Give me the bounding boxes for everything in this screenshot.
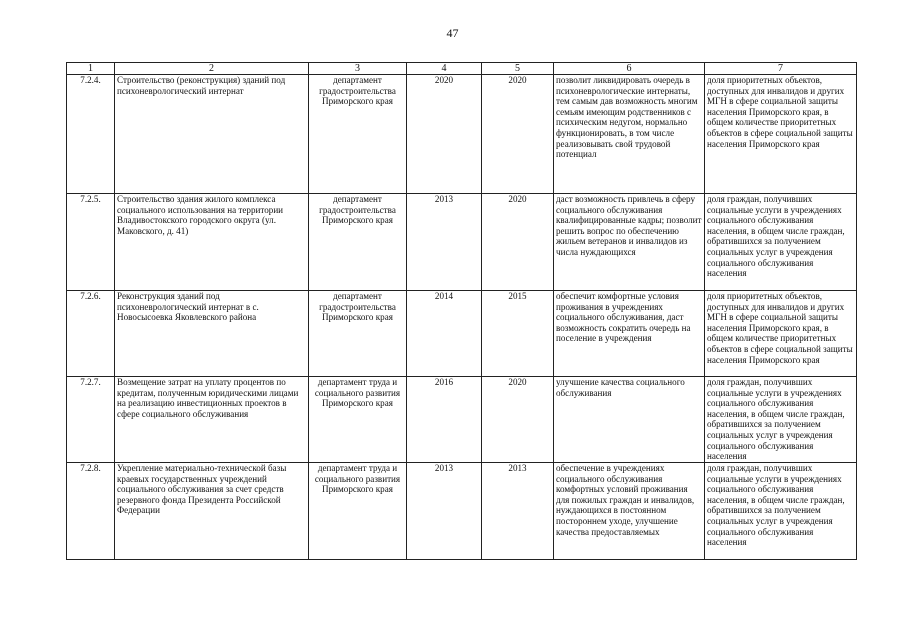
start-year: 2013 — [407, 463, 482, 560]
column-header: 3 — [309, 63, 407, 75]
measure-name: Возмещение затрат на уплату процентов по кредитам, полученным юридическими лицами на реализацию инвестиционных проектов в сфере социального обслуживания — [115, 377, 309, 463]
table-row — [67, 291, 857, 377]
indicator: доля приоритетных объектов, доступных для инвалидов и других МГН в сфере социальной защиты населения Приморского края, в общем количестве приоритетных объектов в сфере социальной защиты населения Приморского края — [705, 75, 857, 194]
column-header: 4 — [407, 63, 482, 75]
measure-name: Реконструкция зданий под психоневрологический интернат в с. Новосысоевка Яковлевского района — [115, 291, 309, 377]
start-year: 2014 — [407, 291, 482, 377]
expected-result: даст возможность привлечь в сферу социального обслуживания квалифицированные кадры; позволит решить вопрос по обеспечению жильем ветеранов и инвалидов из числа нуждающихся — [554, 194, 705, 291]
indicator: доля граждан, получивших социальные услуги в учреждениях социального обслуживания населения, в общем числе граждан, обратившихся за получением социальных услуг в учреждения социального обслуживания населения — [705, 463, 857, 560]
expected-result: улучшение качества социального обслуживания — [554, 377, 705, 463]
indicator: доля приоритетных объектов, доступных для инвалидов и других МГН в сфере социальной защиты населения Приморского края, в общем количестве приоритетных объектов в сфере социальной защиты населения Приморского края — [705, 291, 857, 377]
item-number: 7.2.4. — [67, 75, 115, 194]
executor: департамент градостроительства Приморского края — [309, 194, 407, 291]
executor: департамент градостроительства Приморского края — [309, 75, 407, 194]
expected-result: обеспечение в учреждениях социального обслуживания комфортных условий проживания для пожилых граждан и инвалидов, нуждающихся в постоянном постороннем уходе, улучшение качества предоставляемых — [554, 463, 705, 560]
column-header: 1 — [67, 63, 115, 75]
measure-name: Укрепление материально-технической базы краевых государственных учреждений социального обслуживания за счет средств резервного фонда Президента Российской Федерации — [115, 463, 309, 560]
start-year: 2020 — [407, 75, 482, 194]
table-header-row — [67, 63, 857, 75]
item-number: 7.2.5. — [67, 194, 115, 291]
table-row — [67, 75, 857, 194]
column-header: 7 — [705, 63, 857, 75]
indicator: доля граждан, получивших социальные услуги в учреждениях социального обслуживания населения, в общем числе граждан, обратившихся за получением социальных услуг в учреждения социального обслуживания населения — [705, 377, 857, 463]
end-year: 2013 — [482, 463, 554, 560]
expected-result: позволит ликвидировать очередь в психоневрологические интернаты, тем самым дав возможность многим семьям имеющим родственников с психическим недугом, нормально функционировать, в том числе реализовывать свой трудовой потенциал — [554, 75, 705, 194]
executor: департамент градостроительства Приморского края — [309, 291, 407, 377]
measures-table — [66, 62, 857, 560]
measure-name: Строительство (реконструкция) зданий под психоневрологический интернат — [115, 75, 309, 194]
column-header: 5 — [482, 63, 554, 75]
column-header: 6 — [554, 63, 705, 75]
expected-result: обеспечит комфортные условия проживания в учреждениях социального обслуживания, даст возможность сократить очередь на поселение в учреждения — [554, 291, 705, 377]
page-number: 47 — [446, 26, 459, 40]
executor: департамент труда и социального развития Приморского края — [309, 463, 407, 560]
item-number: 7.2.6. — [67, 291, 115, 377]
table-row — [67, 463, 857, 560]
end-year: 2020 — [482, 377, 554, 463]
column-header: 2 — [115, 63, 309, 75]
item-number: 7.2.7. — [67, 377, 115, 463]
start-year: 2013 — [407, 194, 482, 291]
start-year: 2016 — [407, 377, 482, 463]
end-year: 2020 — [482, 75, 554, 194]
measure-name: Строительство здания жилого комплекса социального использования на территории Владивостокского городского округа (ул. Маковского, д. 41) — [115, 194, 309, 291]
end-year: 2015 — [482, 291, 554, 377]
table-row — [67, 194, 857, 291]
item-number: 7.2.8. — [67, 463, 115, 560]
executor: департамент труда и социального развития Приморского края — [309, 377, 407, 463]
table-row — [67, 377, 857, 463]
end-year: 2020 — [482, 194, 554, 291]
indicator: доля граждан, получивших социальные услуги в учреждениях социального обслуживания населения, в общем числе граждан, обратившихся за получением социальных услуг в учреждения социального обслуживания населения — [705, 194, 857, 291]
